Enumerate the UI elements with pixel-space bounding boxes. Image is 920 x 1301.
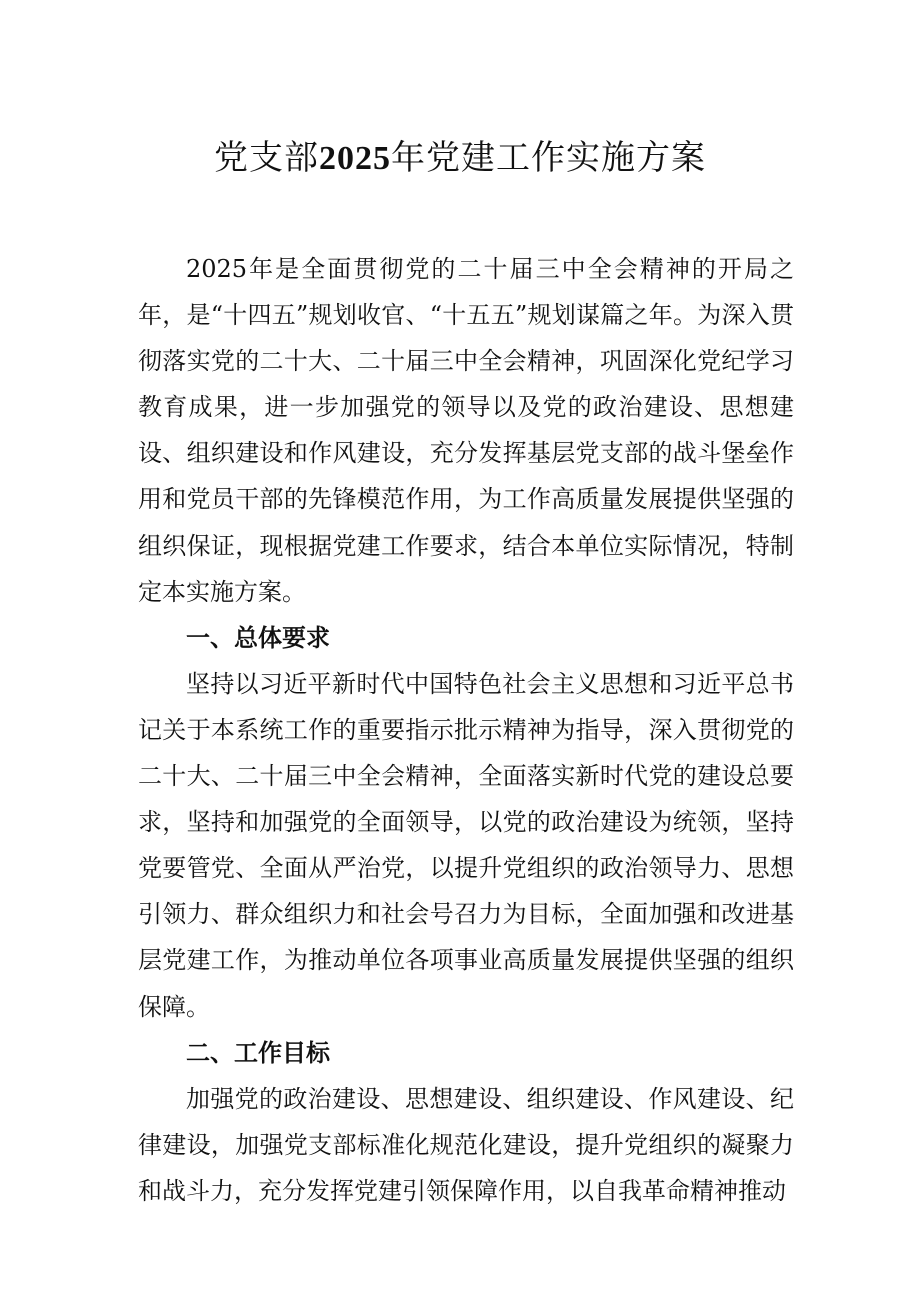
section-heading-general-requirements: 一、总体要求 [186,623,330,652]
title-suffix: 年党建工作实施方案 [391,138,706,178]
document-body [138,246,794,1214]
work-goals-paragraph: 加强党的政治建设、思想建设、组织建设、作风建设、纪律建设，加强党支部标准化规范化建设，提升党组织的凝聚力和战斗力，充分发挥党建引领保障作用，以自我革命精神推动 [138,1084,794,1205]
document-title [0,131,920,186]
title-prefix: 党支部 [214,138,319,178]
section-heading-work-goals: 二、工作目标 [186,1038,330,1067]
intro-paragraph: 2025年是全面贯彻党的二十届三中全会精神的开局之年，是“十四五”规划收官、“十五五”规划谋篇之年。为深入贯彻落实党的二十大、二十届三中全会精神，巩固深化党纪学习教育成果，进一步加强党的领导以及党的政治建设、思想建设、组织建设和作风建设，充分发挥基层党支部的战斗堡垒作用和党员干部的先锋模范作用，为工作高质量发展提供坚强的组织保证，现根据党建工作要求，结合本单位实际情况，特制定本实施方案。 [138,255,794,606]
title-year: 2025 [319,140,391,177]
general-requirements-paragraph: 坚持以习近平新时代中国特色社会主义思想和习近平总书记关于本系统工作的重要指示批示精神为指导，深入贯彻党的二十大、二十届三中全会精神，全面落实新时代党的建设总要求，坚持和加强党的全面领导，以党的政治建设为统领，坚持党要管党、全面从严治党，以提升党组织的政治领导力、思想引领力、群众组织力和社会号召力为目标，全面加强和改进基层党建工作，为推动单位各项事业高质量发展提供坚强的组织保障。 [138,669,794,1021]
